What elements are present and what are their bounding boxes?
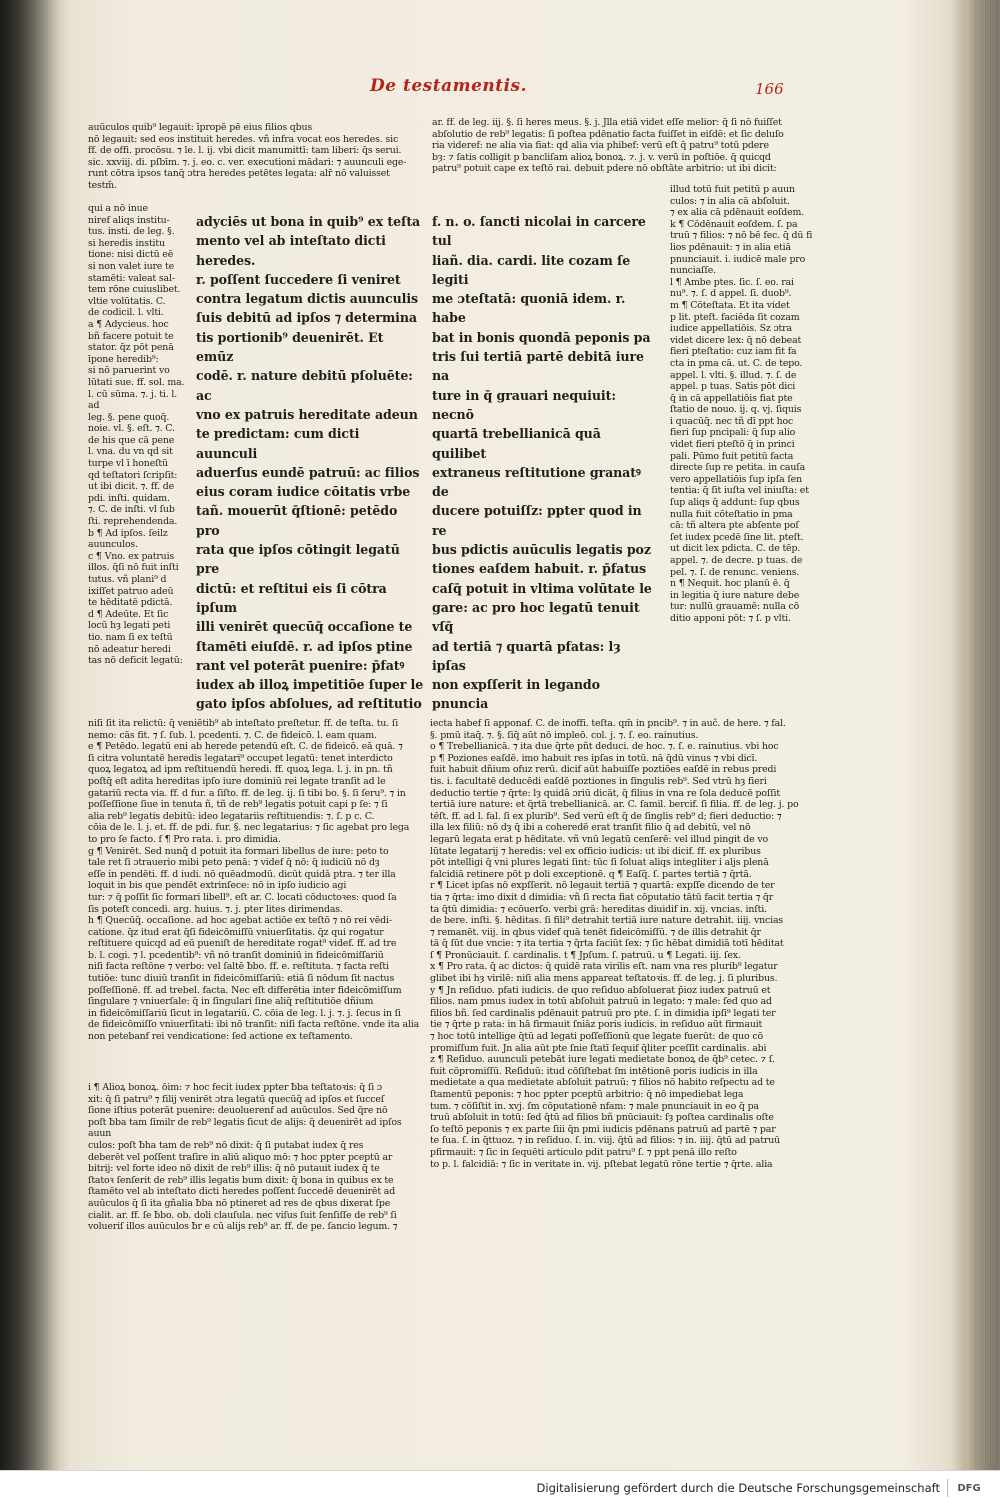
gloss-block-top-right: ar. ff. de leg. iij. §. ſi heres meus. §. j. Jlla etiā videt eſſe melior: q̄ ſi nō fuiſſet abſolutio de reb⁹ legatis: ſi poſtea pdēnatio facta fuiſſet in eiſdē: et ſic deluſo ria videref: ne alia via fiat: qd alia via phibef: verū eſt q̄ patru⁹ totū pdere bȝ: ⁊ ſatis colligit p bancliſam alioꝝ bonoꝝ. ⁊. j. v. verū in poſtiōe. q̄ quicqd patru⁹ potuit cape ex teſtō rai. debuit pdere nō obſtāte arbitrio: ut ibi dicit:: [432, 117, 784, 175]
main-text-column-left: adyciēs ut bona in quib⁹ ex teſta mento vel ab inteſtato dicti heredes. r. poſſent ſuccedere ſi veniret contra legatum dictis auunculis ſuis debitū ad ipſos ⁊ determina tis portionib⁹ deuenirēt. Et emūz codē. r. nature debitū pſoluēte: ac vno ex patruis hereditate adeun te predictam: cum dicti auunculi aduerſus eundē patruū: ac filios eius coram iudice cōitatis vrbe tañ. mouerūt q̄ſtionē: petēdo pro rata que ipſos cōtingit legatū pre dictū: et reſtitui eis ſi cōtra ipſum illi venirēt quecūq̄ occaſione te ſtamēti eiuſdē. r. ad ipſos ptine rant vel poterāt puenire: p̄fatꝰ iudex ab illoꝝ impetitiōe ſuper le gato ipſos abſolues, ad reſtitutio: [196, 214, 424, 712]
dfg-logo: DFG: [947, 1479, 990, 1497]
folio-number: 166: [755, 80, 784, 98]
gloss-block-left-margin: qui a nō inue niref aliqs institu- tus. insti. de leg. §. si heredis institu tione: nisi dictū eē si non valet iure te stamēti: valeat sal- tem rōne cuiuslibet. vltie volūtatis. C. de codicil. l. vlti. a ¶ Adycieus. hoc bñ facere potuit te stator. q̄z pōt penā īpone heredib⁹: si nō paruerint vo lūtati sue. ff. sol. ma. l. cū sūma. ⁊. j. ti. l. ad leg. §. pene quoq̄. noie. vl. §. eſt. ⁊. C. de his que cā pene l. vna. du vn qd sit turpe vl ī honeſtū qd teſtatori ſcripſit: ut ibi dicit. ⁊. ff. de pdi. inſti. quidam. ⁊. C. de inſti. vl ſub ſti. reprehendenda. b ¶ Ad ipſos. ſeilz auunculos. c ¶ Vno. ex patruis illos. q̄ſi nō fuit inſti tutus. vñ plani⁹ d ixiſſet patruo adeū te hēditatē pdictā. d ¶ Adeūte. Et ſic locū hȝ legati peti tio. nam ſi ex teſtū nō adeatur heredi tas nō deficit legatū:: [88, 203, 185, 667]
page-edges: [966, 0, 1000, 1470]
footer-funding-note: Digitalisierung gefördert durch die Deutsche Forschungsgemeinschaft: [536, 1481, 940, 1495]
gloss-block-lower-right: iecta habef ſi apponaf. C. de inoffi. teſta. qm̄ in pncib⁹. ⁊ in auč. de here. ⁊ fal. §. pmū itaq̄. ⁊. §. ſiq̄ aūt nō impleō. col. j. ⁊. ſ. eo. rainutius. o ¶ Trebellianicā. ⁊ ita due q̄rte pñt deduci. de hoc. ⁊. ſ. e. rainutius. vbi hoc p ¶ Poziones eaſdē. imo habuit res ipſas in totū. nā q̄dū vinus ⁊ vbi dicī. fuit habuit dñium ofuz rerū. dicif aūt habuiſſe poztiōes eaſdē in rebus predi tis. i. facultatē deducēdi eaſdē poztiones in ſingulis reb⁹. Sed vtrū hȝ fieri deductio tertie ⁊ q̄rte: lȝ quidā ɔriū dicāt, q̄ filius in vna re ſola deducē poſſit tertiā iure nature: et q̄rtā trebellianicā. ar. C. famil. bercif. ſi filia. ff. de leg. j. po tēſt. ff. ad l. fal. ſi ex plurib⁹. Sed verū eſt q̄ de ſinglis reb⁹ d; fieri deductio: ⁊ illa lex filiū: nō dȝ q̄ ibi a coheredē erat tranſit filio q̄ ad debitū, vel nō legarū legata erat p hēditate. vñ vnū legatū cenſerē: vel illud pingit de vo lūtate legatarij ⁊ heredis: vel ex officio iudicis: ut ibi dicif. ff. ex pluribus pōt intelligi q̄ vni plures legati ſint: tūc ſi ſoluat aliqs integliter i aljs plenā falcidiā retinere pōt p doli exceptionē. q ¶ Eaſq̄. ſ. partes tertiā ⁊ q̄rtā. r ¶ Licet ipſas nō expſſerit. nō legauit tertiā ⁊ quartā: expſſe dicendo de ter tia ⁊ q̄rta: imo dixit d dimidia: vñ ſi recta fiat cōputatio tātū facit tertia ⁊ q̄r ta q̄tū dimidia: ⁊ ecōuerſo. verbi grā: hereditas diuidif in. xij. vncias. inſti. de bere. inſti. §. hēditas. ſi fili⁹ detrahit tertiā iure nature detrahit. iiij. vncias ⁊ remanēt. viij. in qbus videf quā tenēt fideicōmiſſū. ⁊ de illis detrahit q̄r tā q̄ ſūt due vncie: ⁊ ita tertia ⁊ q̄rta faciūt ſex: ⁊ ſic hēbat dimidiā totī hēditat ſ ¶ Pronūciauit. ſ. cardinalis. t ¶ Jpſum. ſ. patruū. u ¶ Legati. iij. ſex. x ¶ Pro rata. q̄ ac dictos: q̄ quidē rata virilis eſt. nam vna res plurib⁹ legatur glibet ibi hȝ virilē: niſi alia mens appareat teſtatoꝛis. ff. de leg. j. ſi pluribus. y ¶ Jn reſiduo. pfati iudicis. de quo reſiduo abſoluerat p̄ioz iudex patruū et filios. nam pmus iudex in totū abſoluit patruū in legato: ⁊ male: ſed quo ad filios bñ. ſed cardinalis pdēnauit patruū pro pte. ſ. in dimidia ipſi⁹ legati ter tie ⁊ q̄rte p rata: in hā firmauit ſniāz poris iudicis. in reſiduo aūt firmauit ⁊ hoc totū intellige q̄tū ad legati poſſeſſionū que legate fuerūt: de quo cō promiſſum fuit. Jn alia aūt pte ſnie ſtatī ſequif q̄liter pceſſit cardinalis. abi z ¶ Reſiduo. auunculi petebāt iure legati medietate bonoꝝ de q̄b⁹ cetec. ⁊ ſ. fuit cōpromiſſū. Reſiduū: itud cōſiſtebat ſm intētionē poris iudicis in illa medietate a qua medietate abſoluit patruū: ⁊ filios nō habito reſpectu ad te ſtamentū peponis: ⁊ hoc ppter pceptū arbitrio: q̄ nō impediebat lega tum. ⁊ cōſiſtit in. xvj. ſm cōputationē nfam: ⁊ male pnunciauit in eo q̄ pa truū abſoluit in totū: ſed q̄tū ad filios bñ pnūciauit: ſȝ poſtea cardinalis oſte ſo teſtō peponis ⁊ ex parte ſiii q̄n pmi iudicis pdēnans patruū ad partē ⁊ par te ſua. ſ. in q̄ttuoz. ⁊ in reſiduo. ſ. in. viij. q̄tū ad filios: ⁊ in. iiij. q̄tū ad patruū pfirmauit: ⁊ ſic in ſequēti articulo pdit patru⁹ ſ. ⁊ ppt penā illo reſto to p. l. falcidiā: ⁊ ſic in veritate in. vij. pſtebat legatū rōne tertie ⁊ q̄rte. alia: [430, 718, 799, 1170]
gloss-block-top-left: auūculos quib⁹ legauit: īpropē pē eius filios qbus nō legauit: sed eos instituit heredes. vñ infra vocat eos heredes. sic ff. de offi. procōsu. ⁊ le. l. ij. vbi dicit manumittī: tam liberi: q̄s serui. sic. xxviij. di. pſbīm. ⁊. j. eo. c. ver. executioni mādari: ⁊ auunculi ege- runt cōtra ipsos tanq̄ ɔtra heredes petētes legata: alr̄ nō valuisset testm̄.: [88, 122, 407, 191]
running-head-title: De testamentis.: [370, 76, 528, 96]
gloss-block-lower-left: niſi ſit ita relictū: q̄ veniētib⁹ ab inteſtato preſtetur. ff. de teſta. tu. ſi nemo: cās fit. ⁊ ſ. ſub. l. pcedenti. ⁊. C. de fideicō. l. eam quam. e ¶ Petēdo. legatū eni ab herede petendū eſt. C. de fideicō. eā quā. ⁊ ſi citra voluntatē heredis legatari⁹ occupet legatū: tenet interdicto quoꝝ legatoꝝ ad ipm reſtituendū heredi. ff. quoꝝ lega. l. j. in pn. tñ poſtq̄ eſt adita hereditas ipſo iure dominiū rei legate tranſit ad le gatariū recta via. ff. d fur. a ſiſto. ff. de leg. ij. ſi tibi bo. §. ſi ſeru⁹. ⁊ in poſſeſſione ſiue in tenuta ñ, tñ de reb⁹ legatis potuit capi p ſe: ⁊ ſi alia reb⁹ legatis debitū: ideo legatariis reſtituendis: ⁊. ſ. p c. C. cōia de le. l. j. et. ff. de pdi. fur. §. nec legatarius: ⁊ ſic agebat pro lega to pro ſe facto. f ¶ Pro rata. i. pro dimidia. g ¶ Venirēt. Sed nunq̄ d potuit ita formari libellus de iure: peto to tale ret ſi ɔtrauerio mibi peto penā: ⁊ videf q̄ nō: q̄ iudiciū nō dȝ eſſe in pendēti. ff. d iudi. nō quēadmodū. dicūt quidā ptra. ⁊ ter illa loquit in bis que pendēt extrinſece: nō in ipſo iudicio agi tur: ⁊ q̄ poſſit ſic formari libell⁹. eſt ar. C. locati cōductoꝛes: quod ſa ſis poteſt concedi. arg. huius. ⁊. j. pter lites dirimendas. h ¶ Quecūq̄. occaſione. ad hoc agebat actiōe ex teſtō ⁊ nō rei vēdi- catione. q̄z itud erat q̄ſi fideicōmiſſū vniuerſitatis. q̄z qui rogatur reſtituere quicqd ad eū pueniſt de hereditate rogat⁹ videf. ff. ad tre b. l. cogi. ⁊ l. pcedentib⁹: vñ nō tranſit dominiū in fideicōmiſſariū niſi facta reſtōne ⁊ verbo: vel ſaltē ƀbo. ff. e. reſtituta. ⁊ facta reſti tutiōe: tunc diuiū tranſit in fideicōmiſſariū: etiā ſi nōdum ſit nactus poſſeſſionē. ff. ad trebel. facta. Nec eſt differētia inter fideicōmiſſum ſingulare ⁊ vniuerſale: q̄ in ſingulari ſine aliq̄ reſtitutiōe dñium in fideicōmiſſariū ſicut in legatariū. C. cōia de leg. l. j. ⁊. j. ſecus in ſi de fideicōmiſſo vniuerſitati: ibi nō tranſit: niſi facta reſtōne. vnde ita alia non petebanf rei vendicatione: ſed actione ex teſtamento.: [88, 718, 420, 1043]
main-text-column-right: f. n. o. ſancti nicolai in carcere tul liañ. dia. cardi. lite cozam ſe legiti me ɔteſtatā: quoniā idem. r. habe bat in bonis quondā peponis pa tris ſui tertiā partē debitā iure na ture in q̄ grauari nequiuit: necnō quartā trebellianicā quā quilibet extraneus reſtitutione granatꝰ de ducere potuiſſz: ppter quod in re bus pdictis auūculis legatis poz tiones eaſdem habuit. r. p̄fatus caſq̄ potuit in vltima volūtate le gare: ac pro hoc legatū tenuit vſq̄ ad tertiā ⁊ quartā pfatas: lȝ ipſas non expſſerit in legando pnuncia: [432, 214, 652, 712]
book-gutter: [0, 0, 60, 1470]
footer-bar: [0, 1470, 1000, 1508]
gloss-block-right-margin: illud totū fuit petitū p auun culos: ⁊ in alia cā abſoluit. ⁊ ex alia cā pdēnauit eoſdem. k ¶ Cōdēnauit eoſdem. ſ. pa truū ⁊ filios: ⁊ nō bē fec. q̄ dū fi lios pdēnauit: ⁊ in alia etiā pnunciauit. i. iudicē male pro nunciaſſe. l ¶ Ambe ptes. ſic. ſ. eo. rai nu⁹. ⁊. ſ. d appel. ſi. duob⁹. m ¶ Cōteſtata. Et ita videt p lit. pteſt. faciēda ſit cozam iudice appellatiōis. Sz ɔtra videt dicere lex: q̄ nō debeat fieri pteſtatio: cuz iam fit fa cta in pma cā. ut. C. de tepo. appel. l. vlti. §. illud. ⁊. ſ. de appel. p tuas. Satis pōt dici q̄ in cā appellatiōis fiat pte ſtatio de nouo. ij. q. vj. ſiquis i quacūq̄. nec tñ dī ppt hoc fieri ſup pncipali: q̄ ſup alio videt fieri pteſtō q̄ in princi pali. Pūmo fuit petitū facta directe ſup re petita. in cauſa vero appellatiōis ſup ipſa ſen tentia: q̄ ſit iuſta vel iniuſta: et ſup aliqs q̄ addunt: ſup qbus nulla fuit cōteſtatio in pma cā: tñ altera pte abſente poſ ſet iudex pcedē ſine lit. pteſt. ut dicit lex pdicta. C. de tēp. appel. ⁊. de decre. p tuas. de pel. ⁊. ſ. de renunc. veniens. n ¶ Nequit. hoc planū ē. q̄ in legitia q̄ iure nature debe tur: nullū grauamē: nulla cō ditio apponi pōt: ⁊ ſ. p vlti.: [670, 184, 813, 624]
gloss-block-bottom-left: i ¶ Alioꝝ bonoꝝ. ōim: ⁊ hoc fecit iudex ppter ƀba teſtatoꝛis: q̄ ſi ɔ xit: q̄ ſi patru⁹ ⁊ filij venirēt ɔtra legatū quecūq̄ ad ipſos et ſucceſ ſione iſtius poterāt puenire: deuoluerenf ad auūculos. Sed q̄re nō poſt ƀba tam ſimilr de reb⁹ legatis ſicut de alijs: q̄ deuenirēt ad ipſos auun culos: poſt ƀha tam de reb⁹ nō dixit: q̄ ſi putabat iudex q̄ res deberēt vel poſſent traſire in aliū aliquo mō: ⁊ hoc ppter pceptū ar bitrij: vel forte ideo nō dixit de reb⁹ illis: q̄ nō putauit iudex q̄ te ſtatoꝛ ſenſerit de reb⁹ illis legatis bum dixit: q̄ bona in quibus ex te ſtamēto vel ab inteſtato dicti heredes poſſent ſuccedē deuenirēt ad auūculos q̄ ſi ita gñalia ƀba nō ptineret ad res de qbus dixerat ſpe cialit. ar. ff. ſe ƀbo. ob. doli clauſula. nec viſus ſuit ſenſiſſe de reb⁹ ſi volueriſ illos auūculos ƀr e cū alijs reb⁹ ar. ff. de pe. ſancio legum. ⁊: [88, 1082, 402, 1233]
